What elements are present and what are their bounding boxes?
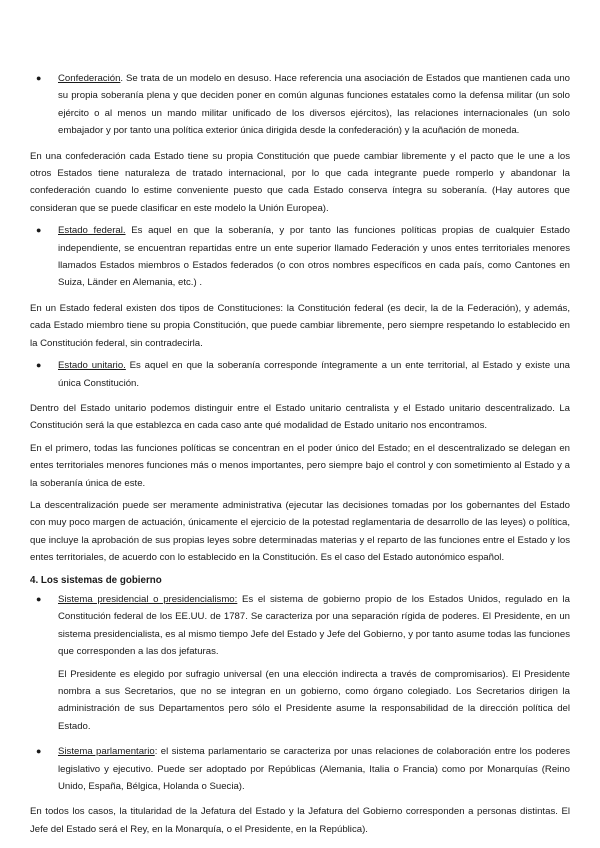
paragraph-federal: En un Estado federal existen dos tipos de Constituciones: la Constitución federal (es decir, la de la Federación), y además, cada Estado miembro tiene su propia Constitución, que puede cambiar libremente, pero siempre respetando lo establecido en la Constitución federal, sin contradecirla.: [30, 302, 570, 349]
text-parlamentario: : el sistema parlamentario se caracteriza por unas relaciones de colaboración entre los poderes legislativo y ejecutivo. Puede ser adoptado por Repúblicas (Alemania, Italia o Francia) como por Monarquías (Reino Unido, España, Bélgica, Holanda o Suecia).: [58, 746, 570, 793]
paragraph-unitario-1: Dentro del Estado unitario podemos distinguir entre el Estado unitario centralista y el Estado unitario descentralizado. La Constitución será la que establezca en cada caso ante qué modalidad de Estado unitario nos encontramos.: [30, 402, 570, 432]
bullet-icon: ●: [36, 73, 42, 83]
section-heading-sistemas: 4. Los sistemas de gobierno: [30, 574, 162, 586]
paragraph-final: En todos los casos, la titularidad de la Jefatura del Estado y la Jefatura del Gobierno corresponden a personas distintas. El Jefe del Estado será el Rey, en la Monarquía, o el Presidente, en la República).: [30, 806, 570, 835]
term-confederacion: Confederación: [58, 73, 121, 84]
text-unitario: Es aquel en que la soberanía corresponde íntegramente a un ente territorial, al Estado y existe una única Constitución.: [58, 360, 570, 389]
paragraph-confederacion: En una confederación cada Estado tiene su propia Constitución que puede cambiar libremente y el pacto que le une a los otros Estados tiene naturaleza de tratado internacional, por lo que cada integrante puede romperlo y abandonar la confederación cuando lo estime conveniente puesto que cada Estado conserva íntegra su soberanía. (Hay autores que consideran que se puede clasificar en este modelo la Unión Europea).: [30, 150, 570, 214]
term-presidencial: Sistema presidencial o presidencialismo:: [58, 593, 238, 605]
bullet-icon: ●: [36, 593, 42, 604]
list-item-unitario: [30, 357, 570, 392]
list-item-parlamentario: [30, 743, 570, 795]
term-parlamentario: Sistema parlamentario: [58, 746, 155, 758]
paragraph-descentralizacion: La descentralización puede ser meramente administrativa (ejecutar las decisiones tomadas por los gobernantes del Estado con muy poco margen de actuación, únicamente el ejercicio de la potestad reglamentaria de desarrollo de las leyes) o política, que incluye la aprobación de sus propias leyes sobre determinadas materias y el reparto de las funciones entre el Estado y los entes territoriales, de acuerdo con lo establecido en la Constitución. Es el caso del Estado autonómico español.: [30, 499, 570, 564]
paragraph-unitario-2: En el primero, todas las funciones políticas se concentran en el poder único del Estado; en el descentralizado se delegan en entes territoriales menores funciones más o menos importantes, pero siempre bajo el control y con sometimiento al Estado y a la soberanía única de este.: [30, 442, 570, 489]
bullet-icon: ●: [36, 746, 42, 757]
term-unitario: Estado unitario.: [58, 360, 126, 372]
term-federal: Estado federal.: [58, 225, 126, 237]
list-item-confederacion: [30, 70, 570, 140]
text-confederacion: . Se trata de un modelo en desuso. Hace referencia una asociación de Estados que mantienen cada uno su propia soberanía plena y que deciden poner en común algunas funciones estatales como la defensa militar (un solo ejército o al menos un mando militar unificado de los diversos ejércitos), las relaciones internacionales (un solo embajador y por tanto una política exterior única dirigida desde la confederación) y la acuñación de moneda.: [58, 73, 570, 137]
list-item-presidencial: [30, 591, 570, 661]
text-presidencial: Es el sistema de gobierno propio de los Estados Unidos, regulado en la Constitución federal de los EE.UU. de 1787. Se caracteriza por una separación rígida de poderes. El Presidente, en un sistema presidencialista, es al mismo tiempo Jefe del Estado y Jefe del Gobierno, y por tanto asume todas las funciones que corresponden a las dos jefaturas.: [58, 593, 570, 658]
bullet-icon: ●: [36, 360, 42, 371]
text-federal: Es aquel en que la soberanía, y por tanto las funciones políticas propias de cualquier Estado independiente, se encuentran repartidas entre un ente superior llamado Federación y unos entes territoriales menores llamados Estados miembros o Estados federados (o con otros nombres específicos en cada país, como Cantones en Suiza, Länder en Alemania, etc.) .: [58, 225, 570, 289]
bullet-icon: ●: [36, 225, 42, 236]
list-item-federal: [30, 222, 570, 292]
paragraph-presidencial-continuation: El Presidente es elegido por sufragio universal (en una elección indirecta a través de compromisarios). El Presidente nombra a sus Secretarios, que no se integran en un gobierno, como órgano colegiado. Los Secretarios dirigen la administración de sus Departamentos pero sólo el Presidente asume la responsabilidad de la dirección política del Estado.: [58, 668, 570, 732]
